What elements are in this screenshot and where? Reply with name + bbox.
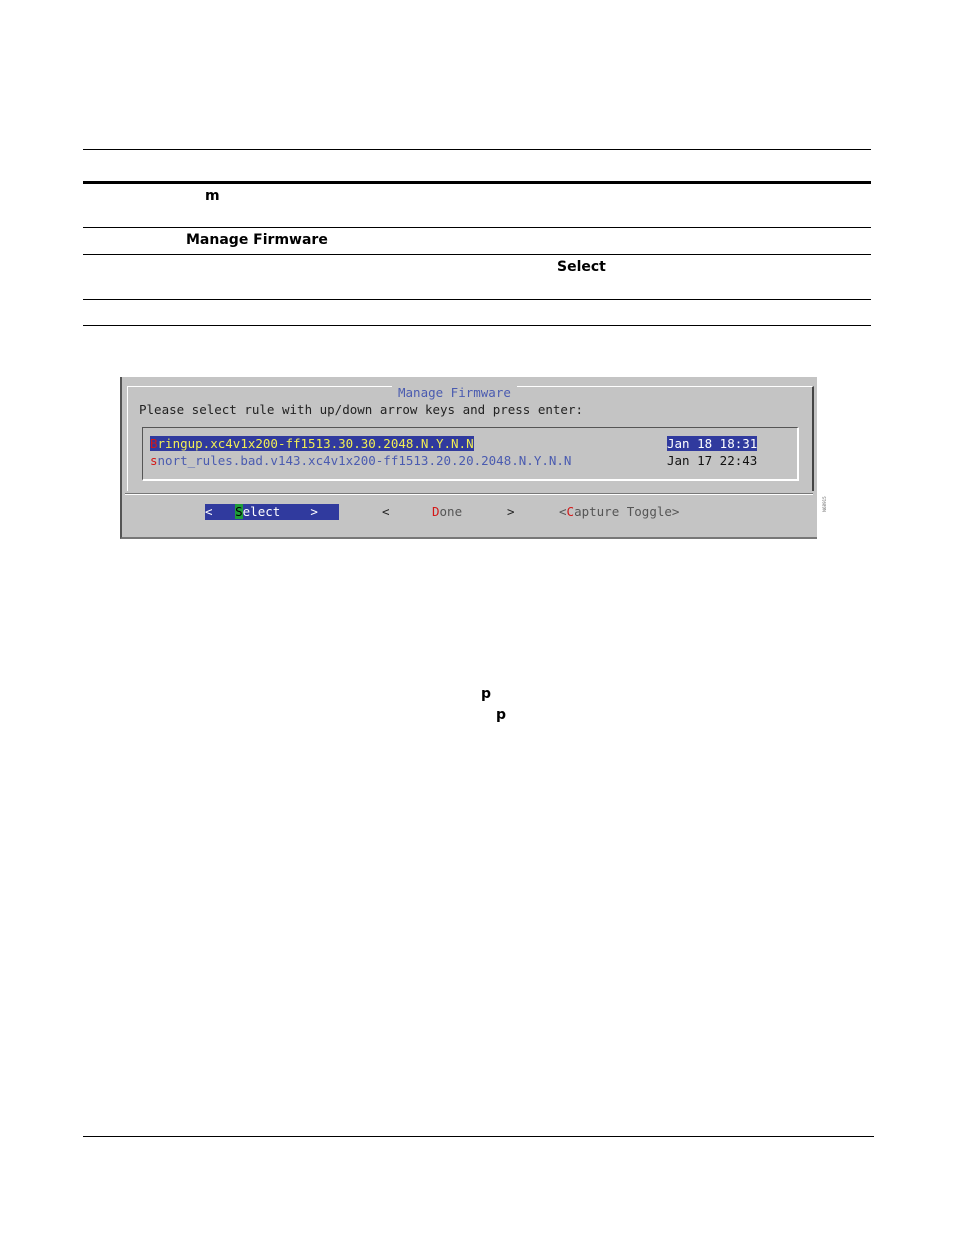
body-text: p bbox=[481, 686, 492, 702]
button-hotkey: S bbox=[235, 504, 243, 519]
table-row-rule bbox=[83, 227, 871, 228]
done-button-left-bracket: < bbox=[382, 504, 390, 519]
button-hotkey: C bbox=[566, 504, 575, 519]
item-filename: ringup.xc4v1x200-ff1513.30.30.2048.N.Y.N.N bbox=[157, 436, 474, 451]
manage-firmware-dialog bbox=[120, 377, 817, 539]
item-hotkey: s bbox=[150, 453, 158, 468]
table-cell: m bbox=[205, 188, 220, 204]
capture-toggle-button[interactable] bbox=[559, 504, 679, 519]
dialog-title: Manage Firmware bbox=[392, 385, 517, 400]
item-filename: nort_rules.bad.v143.xc4v1x200-ff1513.20.20.2048.N.Y.N.N bbox=[157, 453, 572, 468]
table-cell-button: Select bbox=[557, 259, 606, 275]
table-bottom-rule bbox=[83, 325, 871, 326]
body-text: p bbox=[496, 707, 507, 723]
button-hotkey: D bbox=[432, 504, 440, 519]
button-label: elect bbox=[242, 504, 281, 519]
table-header-rule bbox=[83, 181, 871, 184]
table-row-rule bbox=[83, 254, 871, 255]
footer-rule bbox=[83, 1136, 874, 1137]
item-hotkey: B bbox=[150, 436, 158, 451]
button-label: one bbox=[439, 504, 463, 519]
select-button[interactable] bbox=[205, 504, 339, 520]
table-cell-command: Manage Firmware bbox=[186, 232, 328, 248]
done-button[interactable] bbox=[432, 504, 462, 519]
bracket: < bbox=[559, 504, 567, 519]
bracket: > bbox=[280, 504, 318, 519]
table-top-rule bbox=[83, 149, 871, 150]
button-label: apture Toggle> bbox=[574, 504, 680, 519]
list-item[interactable] bbox=[150, 453, 571, 468]
table-row-rule bbox=[83, 299, 871, 300]
done-button-right-bracket: > bbox=[507, 504, 515, 519]
figure-id: N68915 bbox=[822, 496, 827, 512]
item-date: Jan 18 18:31 bbox=[667, 436, 758, 451]
button-separator bbox=[125, 493, 813, 495]
item-date: Jan 17 22:43 bbox=[667, 453, 758, 468]
bracket: < bbox=[205, 504, 236, 519]
dialog-prompt: Please select rule with up/down arrow keys and press enter: bbox=[139, 402, 584, 417]
list-item[interactable] bbox=[150, 436, 474, 451]
